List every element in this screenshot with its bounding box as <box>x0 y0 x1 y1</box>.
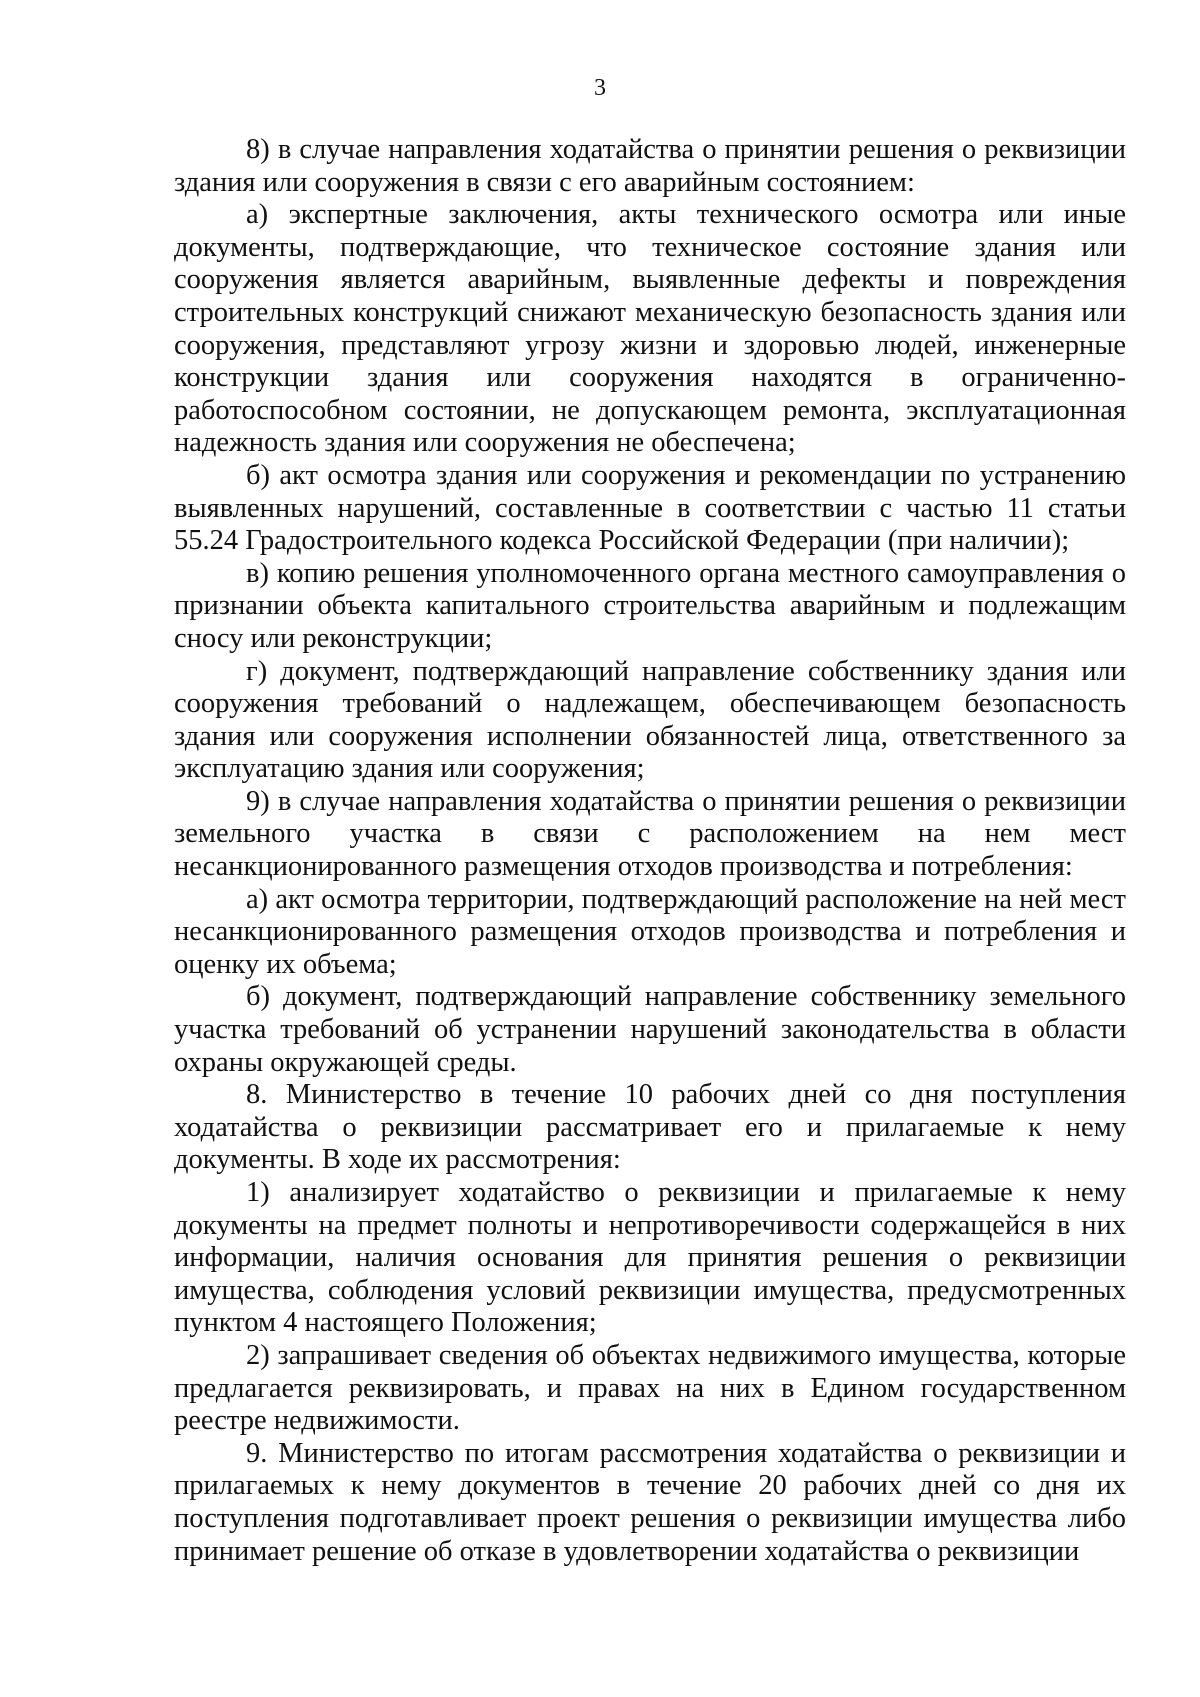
paragraph-subitem-8v: в) копию решения уполномоченного органа местного самоуправления о признании объекта капитального строительства аварийным и подлежащим сносу или реконструкции; <box>174 557 1126 654</box>
paragraph-subitem-8a: а) экспертные заключения, акты технического осмотра или иные документы, подтверждающие, что техническое состояние здания или сооружения является аварийным, выявленные дефекты и повреждения строительных конструкций снижают механическую безопасность здания или сооружения, представляют угрозу жизни и здоровью людей, инженерные конструкции здания или сооружения находятся в ограниченно-работоспособном состоянии, не допускающем ремонта, эксплуатационная надежность здания или сооружения не обеспечена; <box>174 199 1126 459</box>
paragraph-item-9: 9) в случае направления ходатайства о принятии решения о реквизиции земельного участка в связи с расположением на нем мест несанкционированного размещения отходов производства и потребления: <box>174 785 1126 883</box>
paragraph-section-8-item-1: 1) анализирует ходатайство о реквизиции и прилагаемые к нему документы на предмет полноты и непротиворечивости содержащейся в них информации, наличия основания для принятия решения о реквизиции имущества, соблюдения условий реквизиции имущества, предусмотренных пунктом 4 настоящего Положения; <box>174 1177 1126 1339</box>
paragraph-section-8: 8. Министерство в течение 10 рабочих дней со дня поступления ходатайства о реквизиции рассматривает его и прилагаемые к нему документы. В ходе их рассмотрения: <box>174 1079 1126 1176</box>
paragraph-section-9: 9. Министерство по итогам рассмотрения ходатайства о реквизиции и прилагаемых к нему документов в течение 20 рабочих дней со дня их поступления подготавливает проект решения о реквизиции имущества либо принимает решение об отказе в удовлетворении ходатайства о реквизиции <box>174 1437 1126 1567</box>
paragraph-subitem-9a: а) акт осмотра территории, подтверждающий расположение на ней мест несанкционированного размещения отходов производства и потребления и оценку их объема; <box>174 883 1126 980</box>
page-number: 3 <box>594 75 606 101</box>
paragraph-section-8-item-2: 2) запрашивает сведения об объектах недвижимого имущества, которые предлагается реквизировать, и правах на них в Едином государственном реестре недвижимости. <box>174 1339 1126 1437</box>
paragraph-subitem-9b: б) документ, подтверждающий направление собственнику земельного участка требований об устранении нарушений законодательства в области охраны окружающей среды. <box>174 981 1126 1078</box>
paragraph-subitem-8b: б) акт осмотра здания или сооружения и рекомендации по устранению выявленных нарушений, составленные в соответствии с частью 11 статьи 55.24 Градостроительного кодекса Российской Федерации (при наличии); <box>174 459 1126 557</box>
paragraph-item-8: 8) в случае направления ходатайства о принятии решения о реквизиции здания или сооружения в связи с его аварийным состоянием: <box>174 134 1126 198</box>
document-body <box>174 134 1126 1568</box>
paragraph-subitem-8g: г) документ, подтверждающий направление собственнику здания или сооружения требований о надлежащем, обеспечивающем безопасность здания или сооружения исполнении обязанностей лица, ответственного за эксплуатацию здания или сооружения; <box>174 655 1126 785</box>
